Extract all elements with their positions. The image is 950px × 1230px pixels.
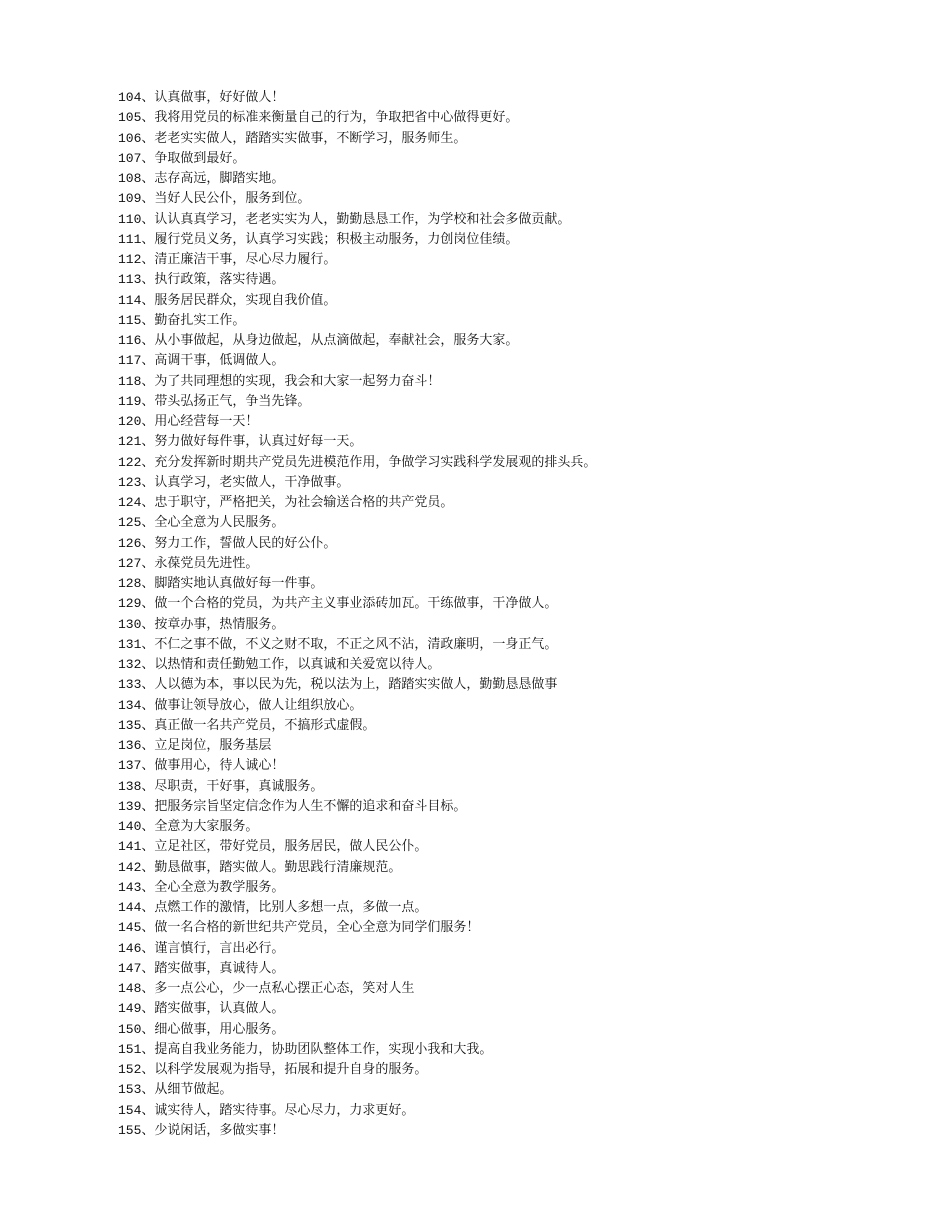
item-number: 131 [118, 636, 142, 652]
item-text: 、认真做事，好好做人！ [141, 90, 285, 105]
item-number: 129 [118, 596, 142, 612]
list-item [118, 594, 918, 614]
list-item [118, 898, 918, 918]
list-item [118, 797, 918, 817]
list-item [118, 291, 918, 311]
item-text: 、勤奋扎实工作。 [141, 312, 246, 328]
item-text: 、不仁之事不做，不义之财不取，不正之风不沾，清政廉明，一身正气。 [141, 636, 558, 652]
list-item [118, 959, 918, 979]
item-number: 141 [118, 839, 142, 855]
list-item [118, 311, 918, 331]
list-item [118, 554, 918, 574]
list-item [118, 372, 918, 392]
list-item [118, 534, 918, 554]
item-number: 110 [118, 211, 142, 227]
document-body [118, 88, 918, 1141]
list-item [118, 736, 918, 756]
item-text: 、勤恳做事，踏实做人。勤思践行清廉规范。 [141, 859, 402, 875]
item-text: 、服务居民群众，实现自我价值。 [141, 292, 337, 308]
list-item [118, 635, 918, 655]
item-number: 142 [118, 859, 142, 875]
item-text: 、以热情和责任勤勉工作，以真诚和关爱宽以待人。 [141, 657, 441, 672]
item-text: 、全心全意为教学服务。 [141, 879, 285, 895]
list-item [118, 392, 918, 412]
list-item [118, 473, 918, 493]
item-number: 120 [118, 414, 142, 429]
item-number: 149 [118, 1001, 142, 1017]
item-text: 、按章办事，热情服务。 [141, 616, 285, 632]
list-item [118, 432, 918, 452]
item-number: 140 [118, 819, 142, 834]
item-number: 114 [118, 292, 142, 308]
item-number: 130 [118, 616, 142, 632]
list-item [118, 858, 918, 878]
item-text: 、努力做好每件事，认真过好每一天。 [141, 434, 363, 450]
item-text: 、做事用心，待人诚心！ [141, 758, 285, 774]
item-number: 155 [118, 1122, 142, 1138]
item-text: 、立足社区，带好党员，服务居民，做人民公仆。 [141, 839, 428, 855]
list-item [118, 1060, 918, 1080]
item-number: 148 [118, 981, 142, 996]
item-number: 106 [118, 130, 142, 146]
item-number: 139 [118, 798, 142, 814]
item-number: 153 [118, 1082, 142, 1098]
list-item [118, 250, 918, 270]
item-number: 122 [118, 454, 142, 470]
item-number: 125 [118, 515, 142, 531]
list-item [118, 513, 918, 533]
item-text: 、把服务宗旨坚定信念作为人生不懈的追求和奋斗目标。 [141, 798, 467, 814]
item-text: 、人以德为本，事以民为先，税以法为上，踏踏实实做人，勤勤恳恳做事 [141, 677, 558, 693]
list-item [118, 999, 918, 1019]
item-text: 、点燃工作的激情，比别人多想一点，多做一点。 [141, 900, 428, 915]
item-text: 、尽职责，干好事，真诚服务。 [141, 778, 324, 794]
list-item [118, 230, 918, 250]
list-item [118, 1080, 918, 1100]
item-number: 137 [118, 758, 142, 774]
list-item [118, 493, 918, 513]
item-text: 、从细节做起。 [141, 1082, 233, 1098]
item-number: 154 [118, 1102, 142, 1118]
list-item [118, 696, 918, 716]
item-number: 113 [118, 272, 142, 288]
list-item [118, 777, 918, 797]
item-number: 115 [118, 312, 142, 328]
item-number: 124 [118, 495, 142, 510]
item-text: 、带头弘扬正气，争当先锋。 [141, 393, 311, 409]
item-text: 、做一个合格的党员，为共产主义事业添砖加瓦。干练做事，干净做人。 [141, 596, 558, 612]
list-item [118, 270, 918, 290]
item-number: 118 [118, 373, 142, 389]
item-text: 、争取做到最好。 [141, 150, 246, 166]
item-text: 、全意为大家服务。 [141, 819, 259, 834]
list-item [118, 331, 918, 351]
list-item [118, 108, 918, 128]
item-number: 143 [118, 879, 142, 895]
item-text: 、脚踏实地认真做好每一件事。 [141, 576, 324, 591]
list-item [118, 169, 918, 189]
item-text: 、做事让领导放心，做人让组织放心。 [141, 697, 363, 713]
list-item [118, 210, 918, 230]
item-text: 、细心做事，用心服务。 [141, 1021, 285, 1037]
item-number: 119 [118, 393, 142, 409]
list-item [118, 918, 918, 938]
list-item [118, 1101, 918, 1121]
item-text: 、执行政策，落实待遇。 [141, 272, 285, 288]
list-item [118, 129, 918, 149]
list-item [118, 149, 918, 169]
list-item [118, 878, 918, 898]
list-item [118, 189, 918, 209]
item-text: 、立足岗位，服务基层 [141, 738, 272, 753]
list-item [118, 615, 918, 635]
item-number: 109 [118, 191, 142, 207]
item-text: 、为了共同理想的实现，我会和大家一起努力奋斗！ [141, 373, 441, 389]
item-text: 、做一名合格的新世纪共产党员，全心全意为同学们服务！ [141, 920, 480, 936]
item-text: 、诚实待人，踏实待事。尽心尽力，力求更好。 [141, 1102, 415, 1118]
item-text: 、用心经营每一天！ [141, 414, 259, 429]
item-text: 、踏实做事，认真做人。 [141, 1001, 285, 1017]
item-number: 104 [118, 90, 142, 105]
item-number: 152 [118, 1062, 142, 1077]
item-number: 112 [118, 252, 142, 267]
item-text: 、以科学发展观为指导，拓展和提升自身的服务。 [141, 1062, 428, 1077]
item-number: 126 [118, 535, 142, 551]
item-number: 108 [118, 171, 142, 186]
item-number: 128 [118, 576, 142, 591]
item-text: 、老老实实做人，踏踏实实做事，不断学习，服务师生。 [141, 130, 467, 146]
item-text: 、充分发挥新时期共产党员先进模范作用，争做学习实践科学发展观的排头兵。 [141, 454, 597, 470]
item-number: 145 [118, 920, 142, 936]
item-text: 、少说闲话，多做实事！ [141, 1122, 285, 1138]
item-text: 、永葆党员先进性。 [141, 555, 259, 571]
item-text: 、忠于职守，严格把关，为社会输送合格的共产党员。 [141, 495, 454, 510]
item-text: 、履行党员义务，认真学习实践；积极主动服务，力创岗位佳绩。 [141, 231, 519, 247]
item-number: 121 [118, 434, 142, 450]
item-number: 144 [118, 900, 142, 915]
item-number: 127 [118, 555, 142, 571]
item-text: 、踏实做事，真诚待人。 [141, 960, 285, 976]
item-number: 116 [118, 333, 142, 348]
item-text: 、努力工作，誓做人民的好公仆。 [141, 535, 337, 551]
item-number: 117 [118, 353, 142, 369]
item-number: 107 [118, 150, 142, 166]
item-number: 132 [118, 657, 142, 672]
item-number: 147 [118, 960, 142, 976]
list-item [118, 351, 918, 371]
item-number: 111 [118, 231, 142, 247]
item-number: 151 [118, 1041, 142, 1057]
item-text: 、提高自我业务能力，协助团队整体工作，实现小我和大我。 [141, 1041, 493, 1057]
list-item [118, 1121, 918, 1141]
item-number: 150 [118, 1021, 142, 1037]
item-text: 、多一点公心，少一点私心摆正心态，笑对人生 [141, 981, 415, 996]
item-text: 、志存高远，脚踏实地。 [141, 171, 285, 186]
list-item [118, 453, 918, 473]
item-text: 、我将用党员的标准来衡量自己的行为，争取把省中心做得更好。 [141, 110, 519, 126]
item-text: 、清正廉洁干事，尽心尽力履行。 [141, 252, 337, 267]
list-item [118, 412, 918, 432]
list-item [118, 817, 918, 837]
list-item [118, 675, 918, 695]
list-item [118, 1040, 918, 1060]
list-item [118, 88, 918, 108]
item-text: 、真正做一名共产党员，不搞形式虚假。 [141, 717, 376, 733]
item-text: 、谨言慎行，言出必行。 [141, 940, 285, 956]
list-item [118, 979, 918, 999]
list-item [118, 837, 918, 857]
item-text: 、认真学习，老实做人，干净做事。 [141, 474, 350, 490]
item-text: 、当好人民公仆，服务到位。 [141, 191, 311, 207]
item-text: 、从小事做起，从身边做起，从点滴做起，奉献社会，服务大家。 [141, 333, 519, 348]
item-number: 135 [118, 717, 142, 733]
list-item [118, 574, 918, 594]
item-number: 133 [118, 677, 142, 693]
list-item [118, 716, 918, 736]
list-item [118, 939, 918, 959]
item-number: 123 [118, 474, 142, 490]
item-number: 105 [118, 110, 142, 126]
item-text: 、全心全意为人民服务。 [141, 515, 285, 531]
list-item [118, 1020, 918, 1040]
list-item [118, 756, 918, 776]
item-number: 134 [118, 697, 142, 713]
item-number: 146 [118, 940, 142, 956]
item-number: 136 [118, 738, 142, 753]
item-number: 138 [118, 778, 142, 794]
item-text: 、高调干事，低调做人。 [141, 353, 285, 369]
list-item [118, 655, 918, 675]
item-text: 、认认真真学习，老老实实为人，勤勤恳恳工作，为学校和社会多做贡献。 [141, 211, 571, 227]
